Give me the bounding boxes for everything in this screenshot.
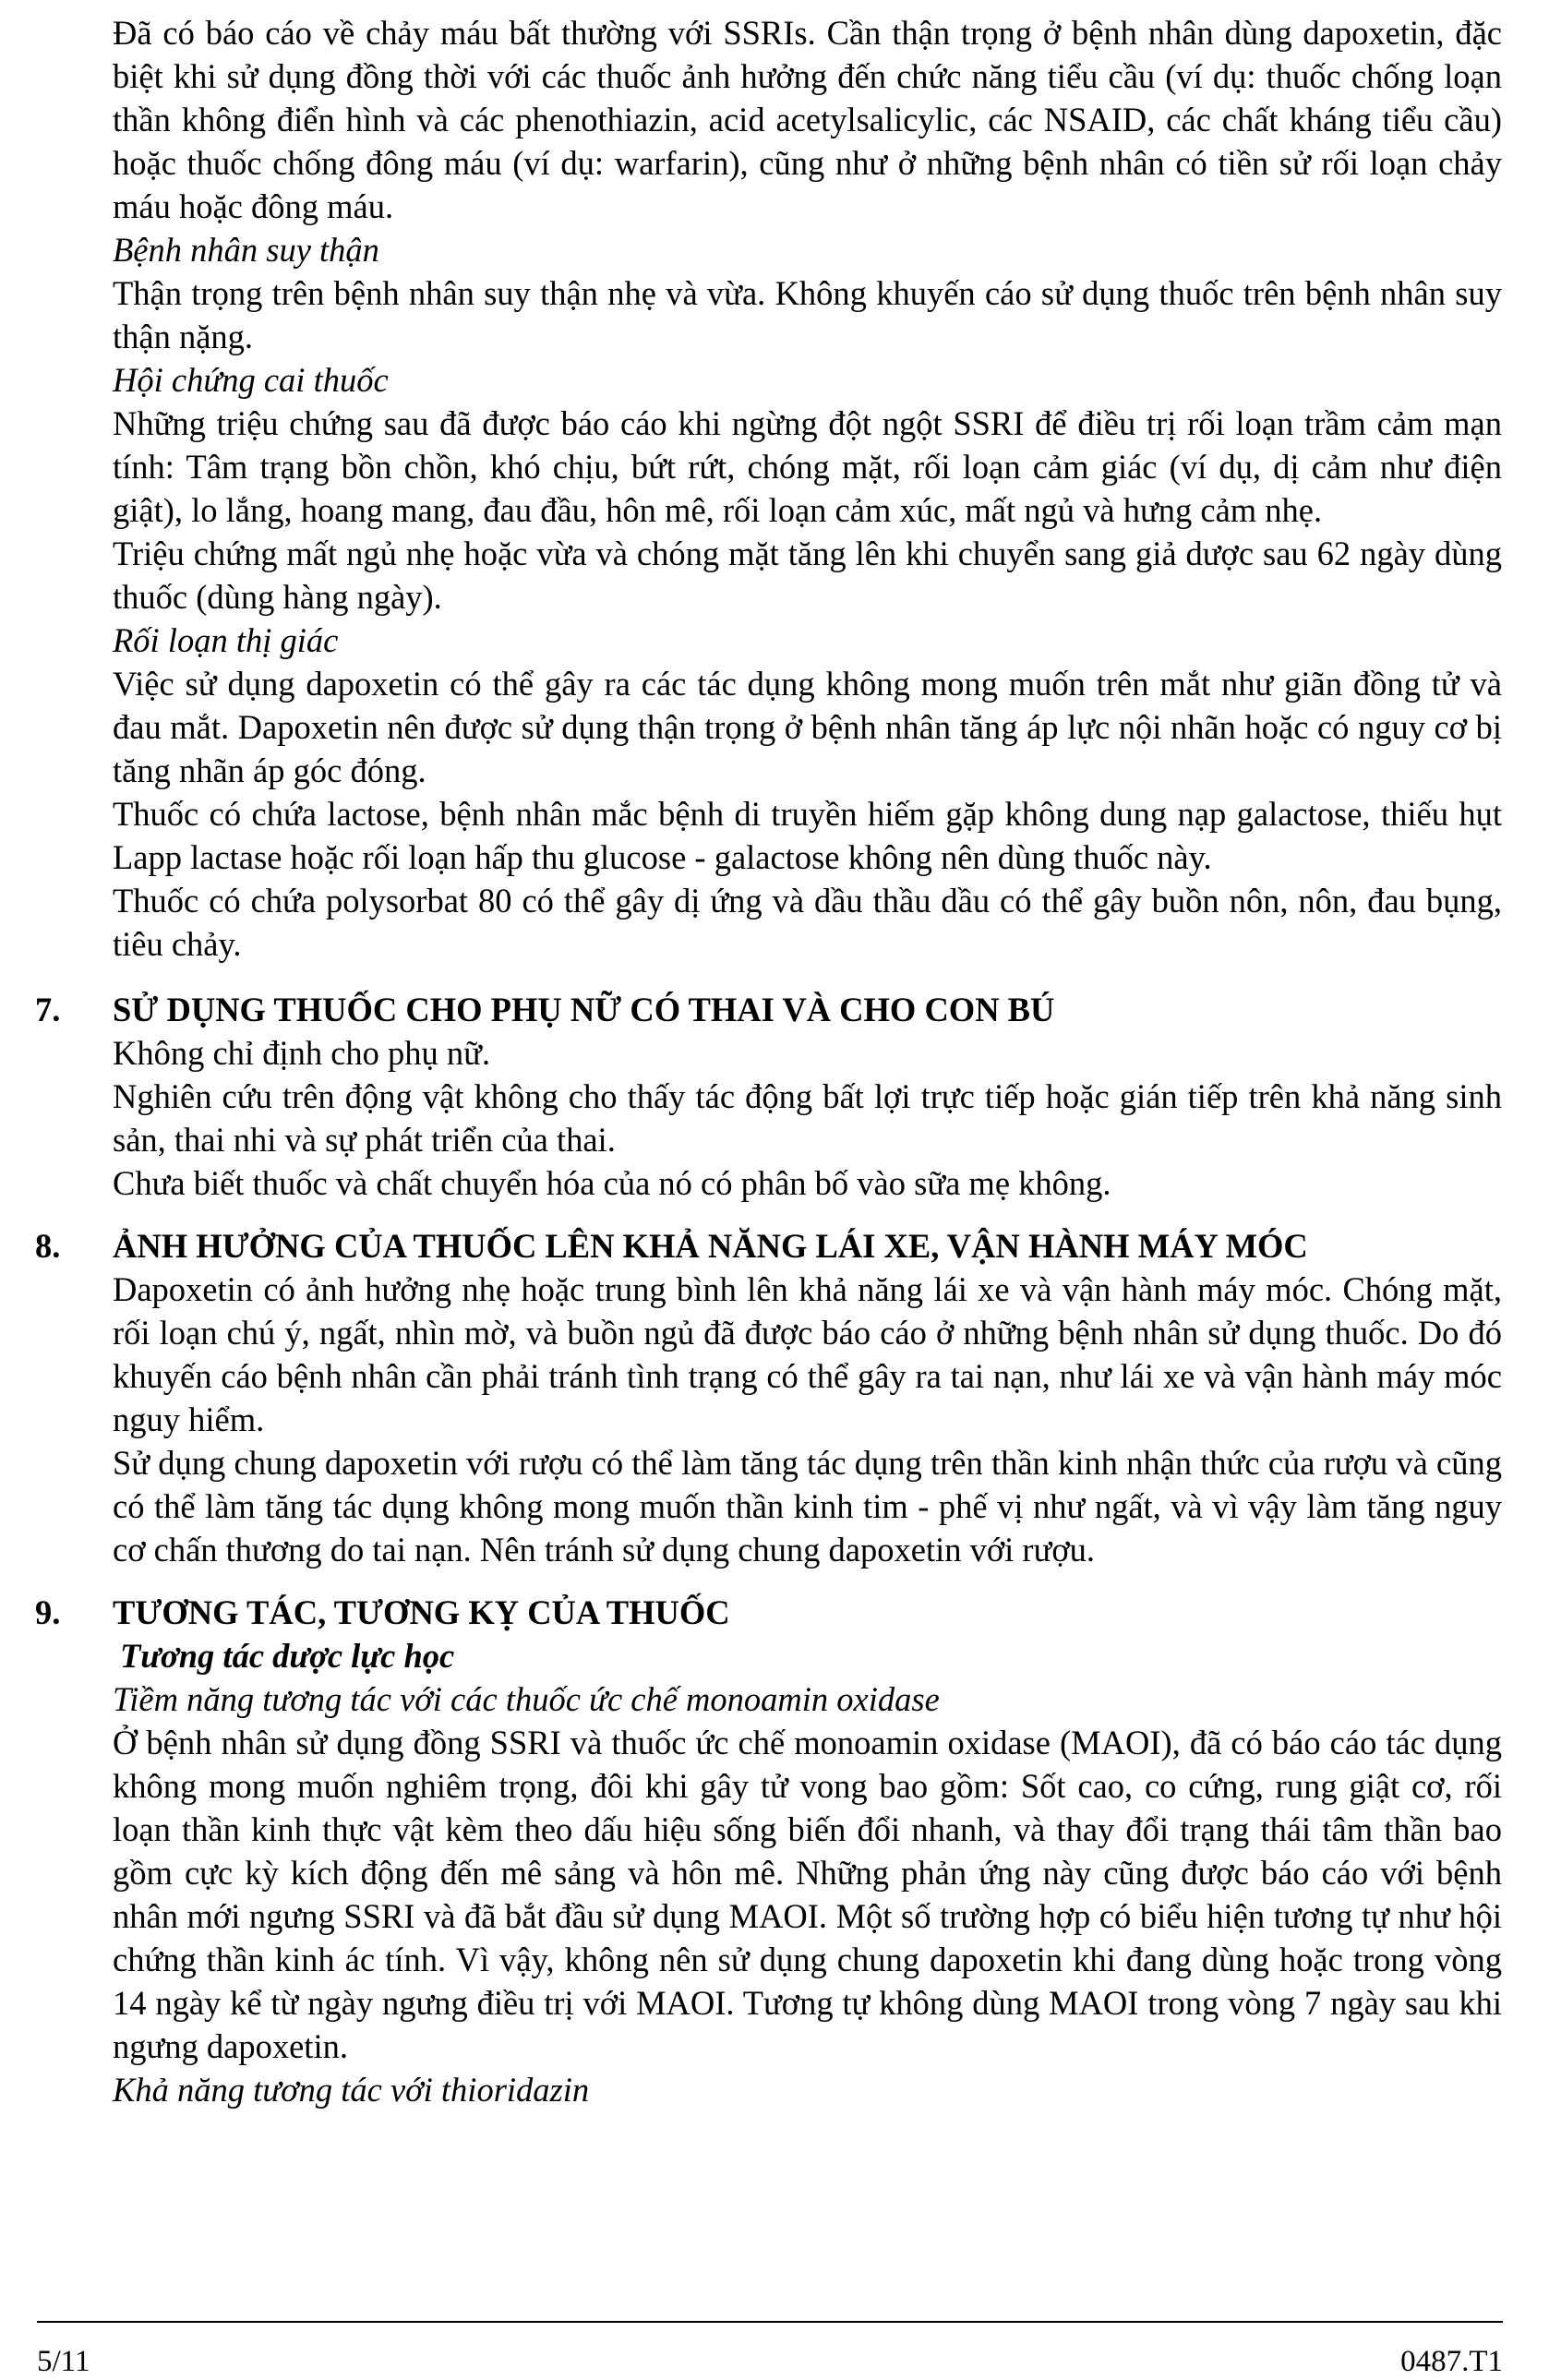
section-7-text-2: Nghiên cứu trên động vật không cho thấy tác động bất lợi trực tiếp hoặc gián tiếp trên khả năng sinh sản, thai nhi và sự phát triển của thai. bbox=[113, 1077, 1502, 1159]
section-9-number: 9. bbox=[35, 1593, 61, 1631]
vision-heading: Rối loạn thị giác bbox=[113, 621, 339, 659]
section-8-text-1: Dapoxetin có ảnh hưởng nhẹ hoặc trung bình lên khả năng lái xe và vận hành máy móc. Chóng mặt, rối loạn chú ý, ngất, nhìn mờ, và buồn ngủ đã được báo cáo ở những bệnh nhân sử dụng thuốc. Do đó khuyến cáo bệnh nhân cần phải tránh tình trạng có thể gây ra tai nạn, như lái xe và vận hành máy móc nguy hiểm. bbox=[113, 1270, 1502, 1438]
lactose-text: Thuốc có chứa lactose, bệnh nhân mắc bệnh di truyền hiếm gặp không dung nạp galactose, thiếu hụt Lapp lactase hoặc rối loạn hấp thu glucose - galactose không nên dùng thuốc này. bbox=[113, 795, 1502, 876]
maoi-heading: Tiềm năng tương tác với các thuốc ức chế monoamin oxidase bbox=[113, 1680, 940, 1718]
spacer bbox=[113, 1571, 1502, 1591]
vision-text-1: Việc sử dụng dapoxetin có thể gây ra các tác dụng không mong muốn trên mắt như giãn đồng tử và đau mắt. Dapoxetin nên được sử dụng thận trọng ở bệnh nhân tăng áp lực nội nhãn hoặc có nguy cơ bị tăng nhãn áp góc đóng. bbox=[113, 665, 1502, 789]
document-code: 0487.T1 bbox=[1400, 2345, 1503, 2378]
withdrawal-heading: Hội chứng cai thuốc bbox=[113, 361, 389, 399]
polysorbate-text: Thuốc có chứa polysorbat 80 có thể gây dị ứng và dầu thầu dầu có thể gây buồn nôn, nôn, đau bụng, tiêu chảy. bbox=[113, 882, 1502, 963]
section-7-heading bbox=[35, 988, 1502, 1031]
section-8-number: 8. bbox=[35, 1227, 61, 1265]
spacer bbox=[113, 1205, 1502, 1224]
section-9 bbox=[35, 1591, 1502, 2111]
withdrawal-text-2: Triệu chứng mất ngủ nhẹ hoặc vừa và chóng mặt tăng lên khi chuyển sang giả dược sau 62 ngày dùng thuốc (dùng hàng ngày). bbox=[113, 535, 1502, 616]
page-number: 5/11 bbox=[37, 2345, 90, 2378]
thioridazine-heading: Khả năng tương tác với thioridazin bbox=[113, 2071, 590, 2109]
pharmacodynamic-heading: Tương tác dược lực học bbox=[120, 1637, 455, 1675]
section-7-text-3: Chưa biết thuốc và chất chuyển hóa của nó có phân bố vào sữa mẹ không. bbox=[113, 1164, 1111, 1202]
section-8-heading bbox=[35, 1224, 1502, 1268]
section-9-title: TƯƠNG TÁC, TƯƠNG KỴ CỦA THUỐC bbox=[113, 1593, 730, 1631]
spacer bbox=[113, 966, 1502, 988]
section-7-text-1: Không chỉ định cho phụ nữ. bbox=[113, 1034, 491, 1072]
section-7-title: SỬ DỤNG THUỐC CHO PHỤ NỮ CÓ THAI VÀ CHO CON BÚ bbox=[113, 991, 1055, 1028]
section-9-heading bbox=[35, 1591, 1502, 1634]
section-7 bbox=[35, 988, 1502, 1205]
section-8-title: ẢNH HƯỞNG CỦA THUỐC LÊN KHẢ NĂNG LÁI XE, VẬN HÀNH MÁY MÓC bbox=[113, 1227, 1308, 1265]
maoi-text: Ở bệnh nhân sử dụng đồng SSRI và thuốc ức chế monoamin oxidase (MAOI), đã có báo cáo tác dụng không mong muốn nghiêm trọng, đôi khi gây tử vong bao gồm: Sốt cao, co cứng, rung giật cơ, rối loạn thần kinh thực vật kèm theo dấu hiệu sống biến đổi nhanh, và thay đổi trạng thái tâm thần bao gồm cực kỳ kích động đến mê sảng và hôn mê. Những phản ứng này cũng được báo cáo với bệnh nhân mới ngưng SSRI và đã bắt đầu sử dụng MAOI. Một số trường hợp có biểu hiện tương tự như hội chứng thần kinh ác tính. Vì vậy, không nên sử dụng chung dapoxetin khi đang dùng hoặc trong vòng 14 ngày kể từ ngày ngưng điều trị với MAOI. Tương tự không dùng MAOI trong vòng 7 ngày sau khi ngưng dapoxetin. bbox=[113, 1724, 1502, 2065]
document-body bbox=[35, 11, 1502, 2111]
section-8 bbox=[35, 1224, 1502, 1571]
withdrawal-text-1: Những triệu chứng sau đã được báo cáo khi ngừng đột ngột SSRI để điều trị rối loạn trầm cảm mạn tính: Tâm trạng bồn chồn, khó chịu, bứt rứt, chóng mặt, rối loạn cảm giác (ví dụ, dị cảm như điện giật), lo lắng, hoang mang, đau đầu, hôn mê, rối loạn cảm xúc, mất ngủ và hưng cảm nhẹ. bbox=[113, 404, 1502, 529]
footer-divider bbox=[37, 2321, 1503, 2323]
section-7-number: 7. bbox=[35, 991, 61, 1028]
renal-heading: Bệnh nhân suy thận bbox=[113, 231, 379, 269]
intro-paragraph: Đã có báo cáo về chảy máu bất thường với SSRIs. Cần thận trọng ở bệnh nhân dùng dapoxetin, đặc biệt khi sử dụng đồng thời với các thuốc ảnh hưởng đến chức năng tiểu cầu (ví dụ: thuốc chống loạn thần không điển hình và các phenothiazin, acid acetylsalicylic, các NSAID, các chất kháng tiểu cầu) hoặc thuốc chống đông máu (ví dụ: warfarin), cũng như ở những bệnh nhân có tiền sử rối loạn chảy máu hoặc đông máu. bbox=[113, 14, 1502, 225]
section-8-text-2: Sử dụng chung dapoxetin với rượu có thể làm tăng tác dụng trên thần kinh nhận thức của rượu và cũng có thể làm tăng tác dụng không mong muốn thần kinh tim - phế vị như ngất, và vì vậy làm tăng nguy cơ chấn thương do tai nạn. Nên tránh sử dụng chung dapoxetin với rượu. bbox=[113, 1444, 1502, 1569]
renal-text: Thận trọng trên bệnh nhân suy thận nhẹ và vừa. Không khuyến cáo sử dụng thuốc trên bệnh nhân suy thận nặng. bbox=[113, 274, 1502, 355]
